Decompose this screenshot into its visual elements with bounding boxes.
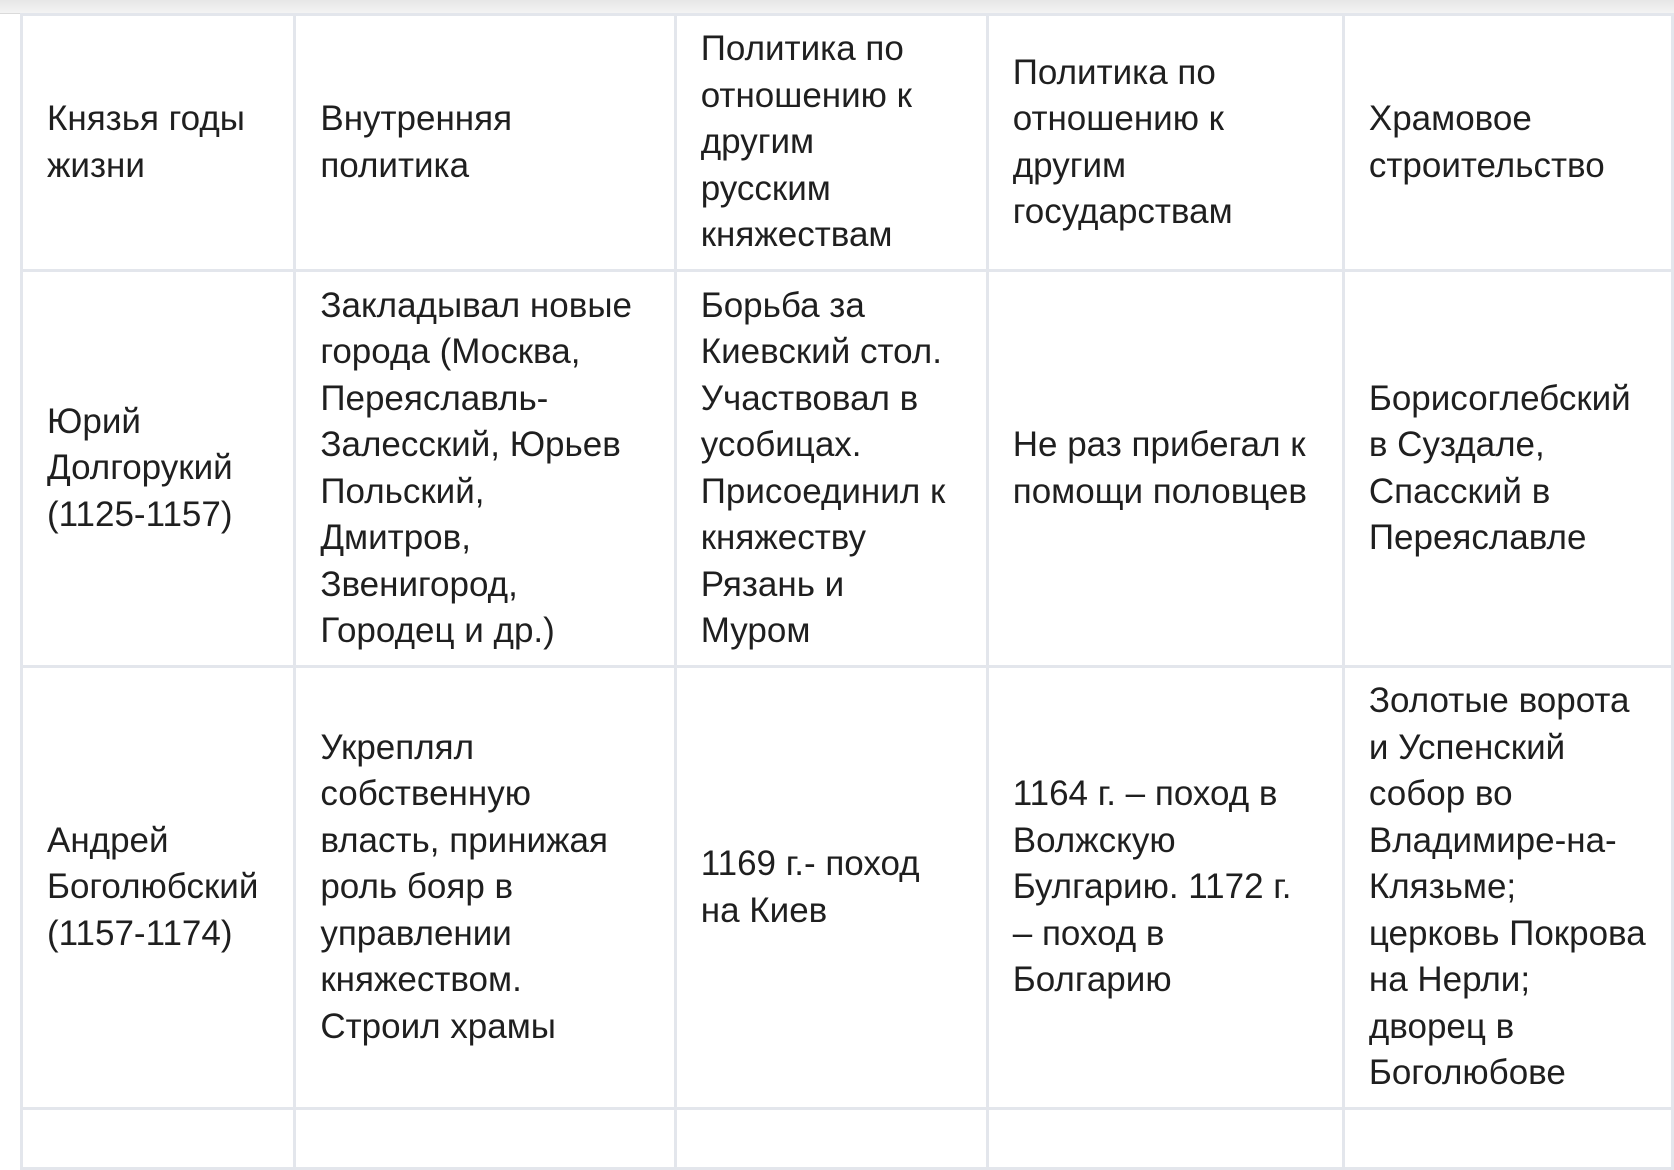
header-cell-temple-building: Храмовое строительство [1343,15,1672,271]
table-row-partial [22,1109,1673,1169]
table-header-row [22,15,1673,271]
cell-prince: Андрей Боголюбский (1157-1174) [22,667,295,1109]
top-edge-bar [0,0,1674,14]
cell-prince: Юрий Долгорукий (1125-1157) [22,271,295,667]
cell-internal-policy: Закладывал новые города (Москва, Переяславль- Залесский, Юрьев Польский, Дмитров, Звенигород, Городец и др.) [295,271,675,667]
cell-temple-building: Золотые ворота и Успенский собор во Владимире-на- Клязьме; церковь Покрова на Нерли; дворец в Боголюбове [1343,667,1672,1109]
header-cell-internal-policy: Внутренняя политика [295,15,675,271]
cell-russian-principalities-policy: Борьба за Киевский стол. Участвовал в усобицах. Присоединил к княжеству Рязань и Муром [675,271,987,667]
header-cell-foreign-policy: Политика по отношению к другим государствам [987,15,1343,271]
empty-cell [22,1109,295,1169]
header-cell-princes: Князья годы жизни [22,15,295,271]
header-cell-russian-principalities-policy: Политика по отношению к другим русским княжествам [675,15,987,271]
empty-cell [675,1109,987,1169]
cell-russian-principalities-policy: 1169 г.- поход на Киев [675,667,987,1109]
empty-cell [295,1109,675,1169]
table-container [20,13,1674,1170]
empty-cell [987,1109,1343,1169]
empty-cell [1343,1109,1672,1169]
cell-internal-policy: Укреплял собственную власть, принижая роль бояр в управлении княжеством. Строил храмы [295,667,675,1109]
cell-foreign-policy: Не раз прибегал к помощи половцев [987,271,1343,667]
cell-foreign-policy: 1164 г. – поход в Волжскую Булгарию. 1172 г. – поход в Болгарию [987,667,1343,1109]
princes-table [20,13,1674,1170]
cell-temple-building: Борисоглебский в Суздале, Спасский в Переяславле [1343,271,1672,667]
table-row [22,667,1673,1109]
table-row [22,271,1673,667]
